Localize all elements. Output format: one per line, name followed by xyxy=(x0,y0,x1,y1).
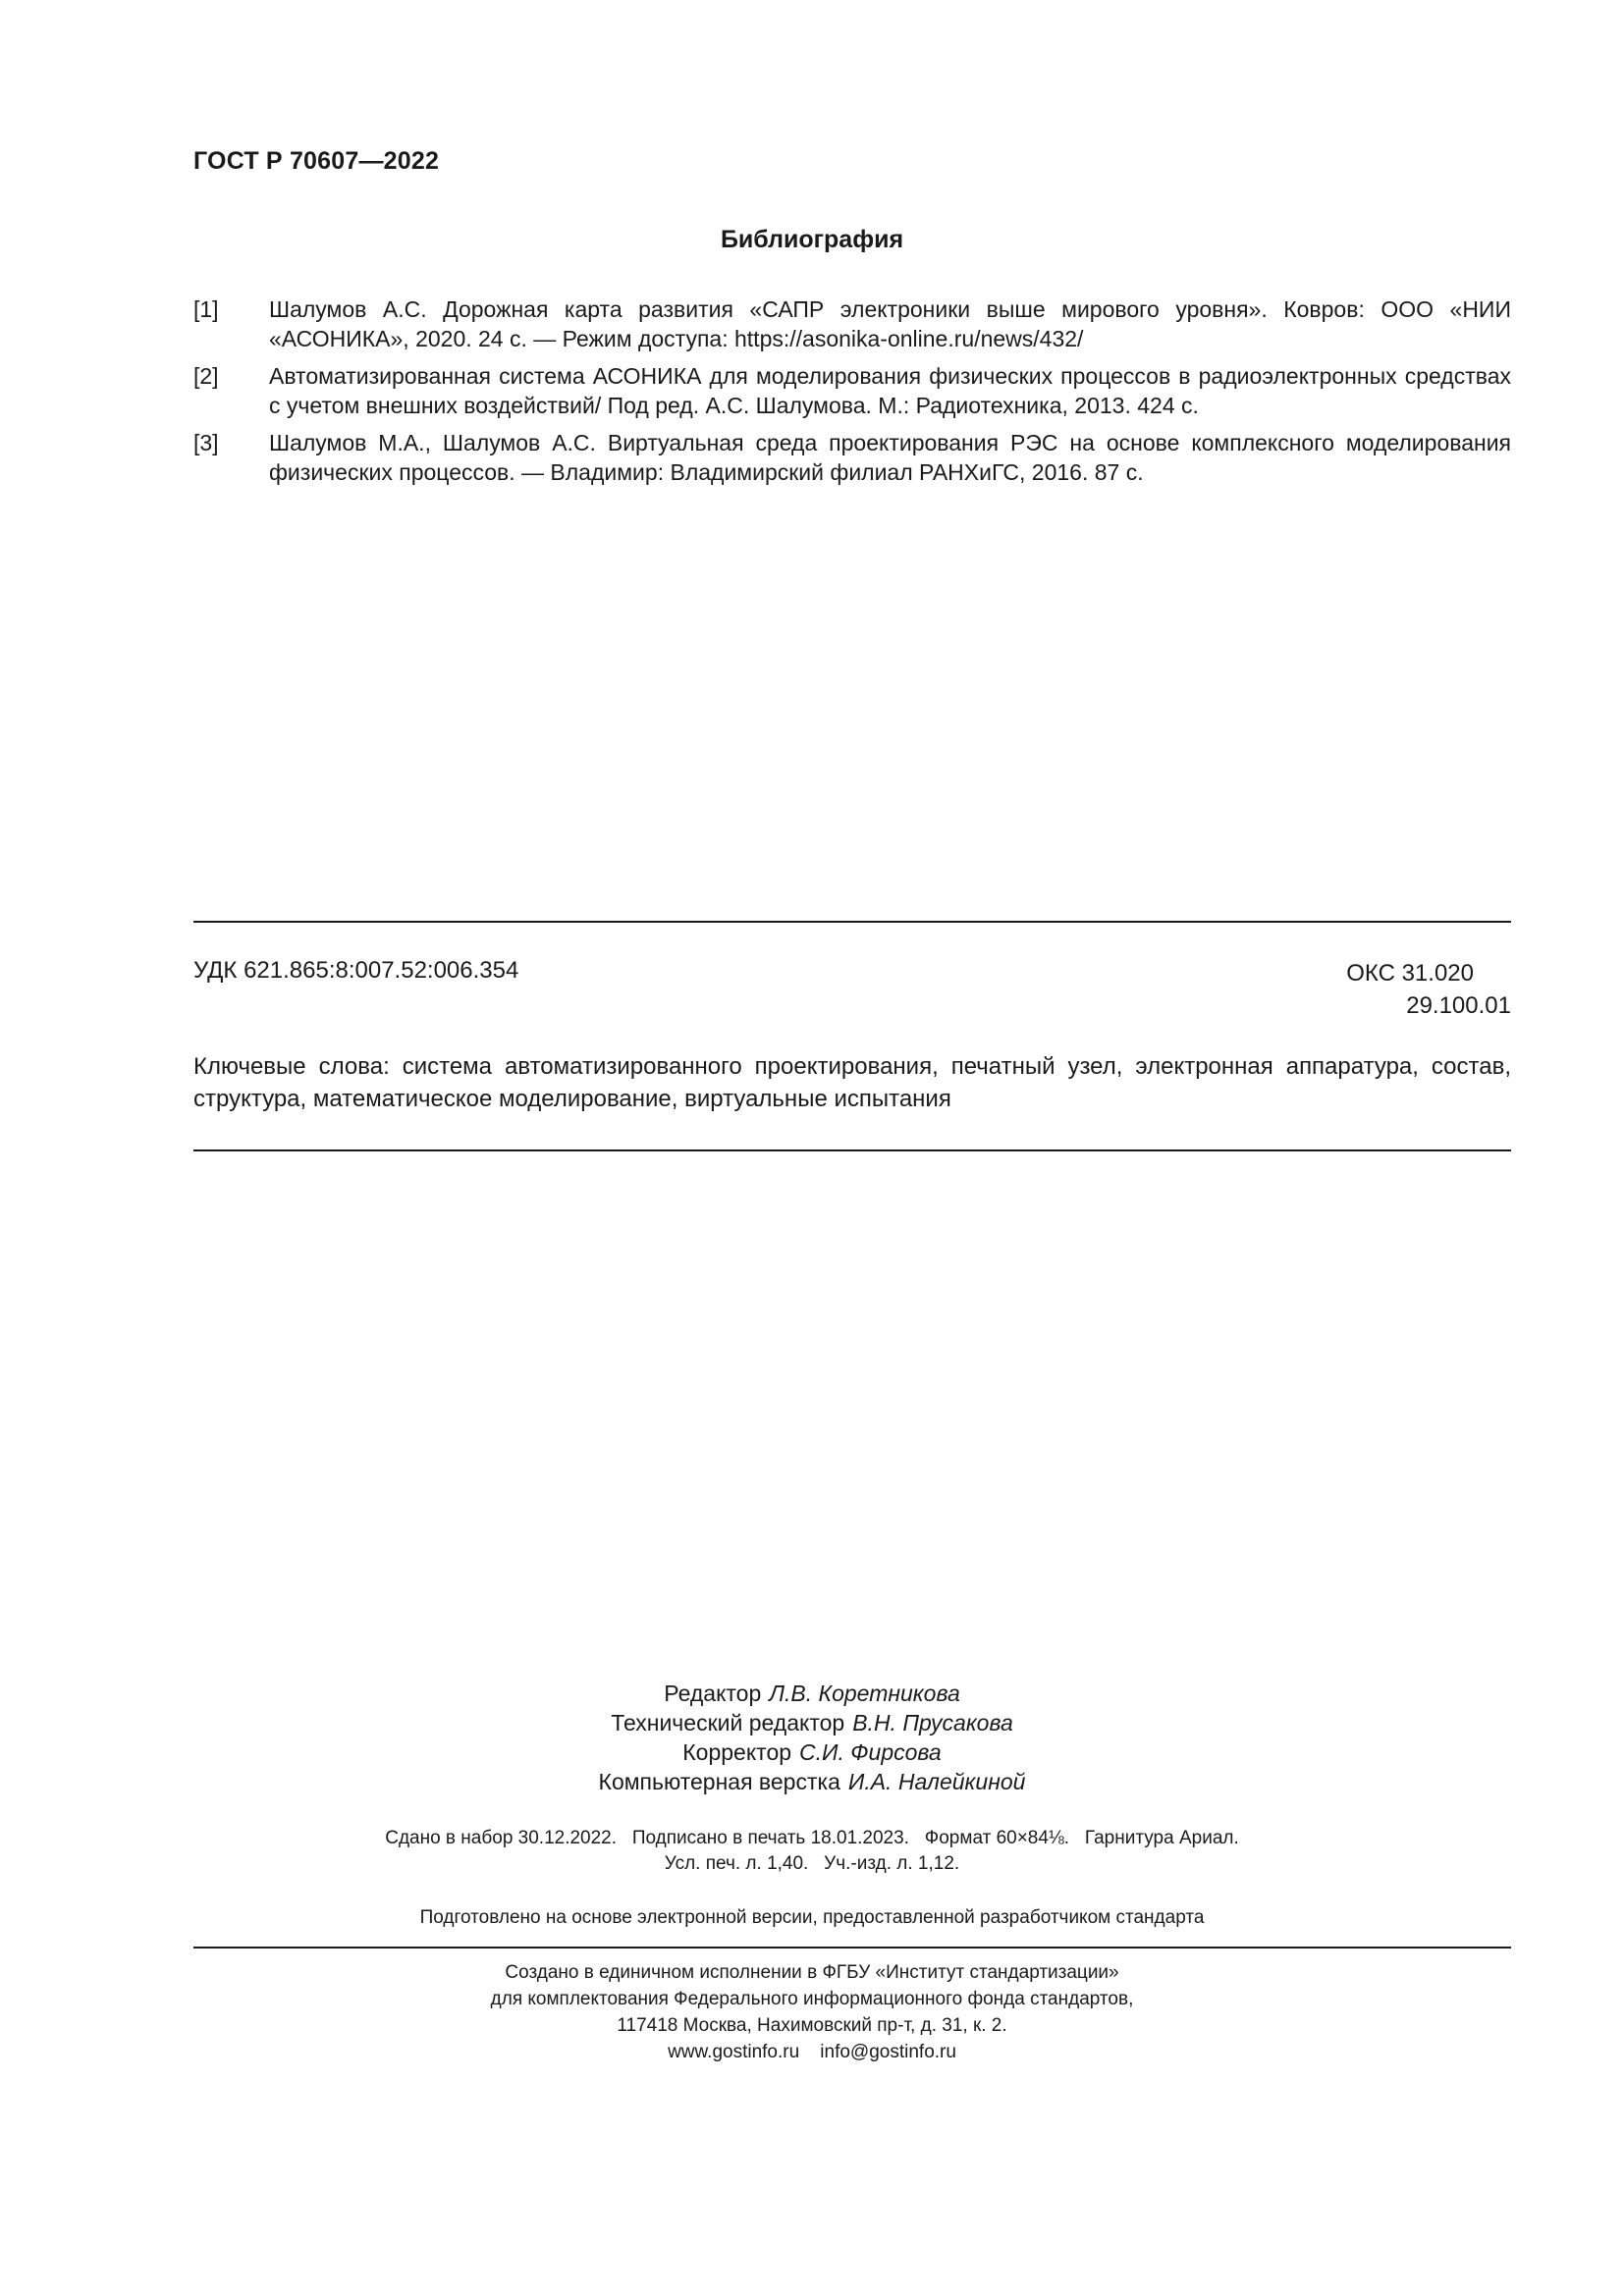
credit-role: Технический редактор xyxy=(611,1710,845,1735)
footer-line: для комплектования Федерального информационного фонда стандартов, xyxy=(490,1989,1134,2009)
prepared-note: Подготовлено на основе электронной версии, предоставленной разработчиком стандарта xyxy=(419,1907,1205,1928)
footer-line: 117418 Москва, Нахимовский пр-т, д. 31, к. 2. xyxy=(617,2015,1007,2036)
reference-text: Шалумов А.С. Дорожная карта развития «САПР электроники выше мирового уровня». Ковров: ООО «НИИ «АСОНИКА», 2020. 24 с. — Режим доступа: https://asonika-online.ru/news/432/ xyxy=(269,296,1511,351)
reference-text: Шалумов М.А., Шалумов А.С. Виртуальная среда проектирования РЭС на основе комплексного моделирования физических процессов. — Владимир: Владимирский филиал РАНХиГС, 2016. 87 с. xyxy=(269,430,1511,485)
reference-item xyxy=(193,428,1511,487)
reference-number: [3] xyxy=(193,430,219,455)
credit-role: Редактор xyxy=(664,1681,762,1706)
credit-row xyxy=(0,1708,1624,1737)
bibliography-title: Библиография xyxy=(720,226,904,253)
reference-number: [2] xyxy=(193,363,219,389)
credit-name: С.И. Фирсова xyxy=(799,1739,942,1765)
print-info-line: Сдано в набор 30.12.2022. Подписано в печать 18.01.2023. Формат 60×84⅛. Гарнитура Ариал. xyxy=(385,1828,1239,1848)
divider-line xyxy=(193,1149,1511,1151)
publisher-footer xyxy=(0,1959,1624,2065)
keywords-paragraph: Ключевые слова: система автоматизированного проектирования, печатный узел, электронная аппаратура, состав, структура, математическое моделирование, виртуальные испытания xyxy=(193,1053,1511,1112)
footer-line: Создано в единичном исполнении в ФГБУ «Институт стандартизации» xyxy=(505,1962,1119,1983)
reference-item xyxy=(193,294,1511,353)
credit-row xyxy=(0,1679,1624,1708)
print-info xyxy=(0,1826,1624,1877)
reference-list xyxy=(193,294,1511,495)
reference-item xyxy=(193,361,1511,420)
credit-role: Корректор xyxy=(682,1739,792,1765)
footer-links: www.gostinfo.ru info@gostinfo.ru xyxy=(668,2042,956,2062)
credit-name: И.А. Налейкиной xyxy=(847,1769,1026,1794)
reference-text: Автоматизированная система АСОНИКА для моделирования физических процессов в радиоэлектронных средствах с учетом внешних воздействий/ Под ред. А.С. Шалумова. М.: Радиотехника, 2013. 424 с. xyxy=(269,363,1511,418)
credit-row xyxy=(0,1737,1624,1767)
standard-header: ГОСТ Р 70607—2022 xyxy=(193,147,440,175)
divider-line xyxy=(193,921,1511,923)
oks-codes xyxy=(1346,957,1511,1022)
print-info-line: Усл. печ. л. 1,40. Уч.-изд. л. 1,12. xyxy=(664,1853,960,1874)
divider-line xyxy=(193,1947,1511,1949)
editorial-credits xyxy=(0,1679,1624,1796)
oks-code-primary: ОКС 31.020 xyxy=(1346,960,1474,987)
credit-name: В.Н. Прусакова xyxy=(852,1710,1013,1735)
oks-code-secondary: 29.100.01 xyxy=(1406,992,1511,1019)
credit-role: Компьютерная верстка xyxy=(598,1769,840,1794)
credit-name: Л.В. Коретникова xyxy=(769,1681,960,1706)
reference-number: [1] xyxy=(193,296,219,322)
credit-row xyxy=(0,1767,1624,1796)
udk-code: УДК 621.865:8:007.52:006.354 xyxy=(193,957,519,984)
